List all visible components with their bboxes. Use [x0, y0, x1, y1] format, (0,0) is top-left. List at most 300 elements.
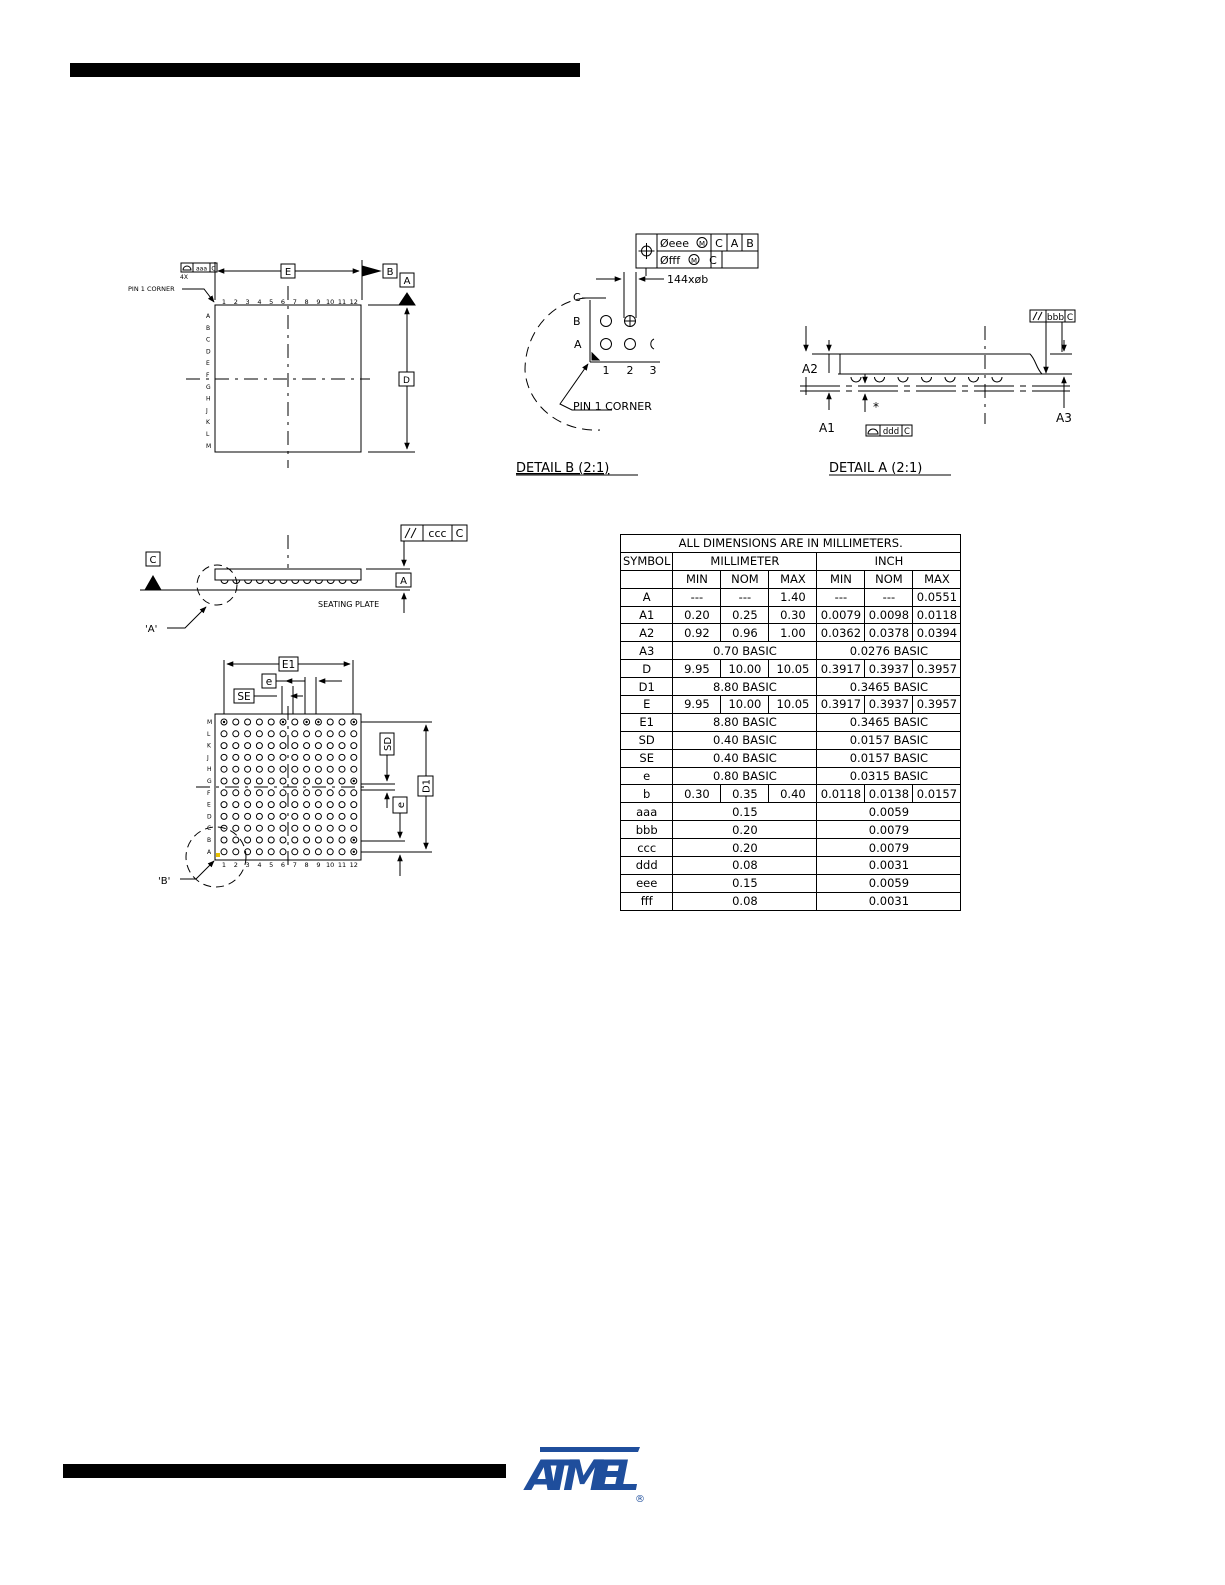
- ball: [256, 778, 262, 784]
- top-col-label: 7: [292, 298, 297, 306]
- ball: [327, 802, 333, 808]
- mm-basic-cell: 0.15: [673, 803, 817, 821]
- ball: [233, 743, 239, 749]
- bottom-row-label: H: [207, 766, 212, 774]
- ball: [245, 719, 251, 725]
- bottom-col-label: 4: [257, 861, 262, 869]
- inch-basic-cell: 0.0157 BASIC: [817, 731, 961, 749]
- ball: [351, 743, 357, 749]
- side-ball: [280, 580, 287, 584]
- inch-value-cell: 0.0378: [865, 624, 913, 642]
- table-row: [621, 624, 961, 642]
- ball: [339, 813, 345, 819]
- detail-A-ref: 'A': [145, 624, 158, 635]
- ball: [245, 790, 251, 796]
- symbol-cell: fff: [621, 892, 673, 910]
- ball: [339, 790, 345, 796]
- dim-E-label: E: [284, 267, 292, 278]
- ball: [292, 849, 298, 855]
- inch-basic-cell: 0.0059: [817, 874, 961, 892]
- detail-b-col-1: 1: [602, 364, 610, 377]
- symbol-cell: E: [621, 696, 673, 714]
- mm-basic-cell: 8.80 BASIC: [673, 713, 817, 731]
- detail-b-row-C: C: [573, 291, 581, 304]
- tol-ccc-datum-C: C: [455, 527, 464, 540]
- ball: [233, 837, 239, 843]
- mm-value-cell: 0.40: [769, 785, 817, 803]
- svg-text:M: M: [690, 257, 698, 265]
- table-row: [621, 857, 961, 875]
- ball: [268, 837, 274, 843]
- ball: [339, 802, 345, 808]
- top-col-label: 8: [304, 298, 309, 306]
- top-row-label: G: [206, 383, 211, 391]
- ball: [315, 813, 321, 819]
- count-4x-label: 4X: [180, 274, 188, 281]
- ball: [304, 743, 310, 749]
- bottom-col-label: 5: [269, 861, 274, 869]
- inch-basic-cell: 0.3465 BASIC: [817, 678, 961, 696]
- side-ball: [256, 580, 263, 584]
- table-row: [621, 785, 961, 803]
- side-ball: [339, 580, 346, 584]
- ball: [280, 778, 286, 784]
- side-ball: [304, 580, 311, 584]
- detail-b-col-3: 3: [649, 364, 657, 377]
- tol-aaa-label: aaa: [195, 265, 208, 273]
- top-view: [128, 260, 415, 468]
- inch-basic-cell: 0.0079: [817, 821, 961, 839]
- top-col-label: 2: [233, 298, 238, 306]
- bottom-row-label: J: [207, 754, 209, 762]
- ball: [315, 731, 321, 737]
- top-row-label: C: [206, 336, 211, 344]
- detail-a-ball: [922, 377, 932, 382]
- top-col-label: 12: [349, 298, 358, 306]
- detail-a-title: DETAIL A (2:1): [829, 461, 923, 476]
- ball: [304, 754, 310, 760]
- fcf-datum-C: C: [715, 237, 723, 250]
- dim-e-label: e: [265, 676, 273, 688]
- dim-D1-label: D1: [421, 778, 433, 794]
- table-row: [621, 588, 961, 606]
- mm-basic-cell: 0.20: [673, 839, 817, 857]
- inch-value-cell: 0.0098: [865, 606, 913, 624]
- detail-b-title: DETAIL B (2:1): [516, 461, 610, 476]
- mm-value-cell: 10.05: [769, 660, 817, 678]
- mm-basic-cell: 0.08: [673, 857, 817, 875]
- ball: [327, 731, 333, 737]
- side-view: [140, 525, 467, 635]
- inch-value-cell: 0.0118: [817, 785, 865, 803]
- ball: [256, 754, 262, 760]
- symbol-cell: A1: [621, 606, 673, 624]
- mm-value-cell: 0.96: [721, 624, 769, 642]
- top-col-label: 4: [257, 298, 262, 306]
- datum-B-label: B: [386, 267, 394, 278]
- dim-SD-label: SD: [383, 736, 394, 752]
- dim-A1-label: A1: [819, 421, 835, 435]
- ball: [304, 825, 310, 831]
- mm-basic-cell: 0.40 BASIC: [673, 749, 817, 767]
- inch-basic-cell: 0.3465 BASIC: [817, 713, 961, 731]
- ball: [221, 778, 227, 784]
- bottom-col-label: 12: [349, 861, 358, 869]
- bottom-row-label: A: [207, 848, 212, 856]
- top-row-label: M: [206, 442, 212, 450]
- bottom-col-label: 9: [316, 861, 321, 869]
- ball: [327, 778, 333, 784]
- ball: [221, 743, 227, 749]
- header-millimeter: MILLIMETER: [673, 552, 817, 570]
- ball: [351, 825, 357, 831]
- symbol-cell: D: [621, 660, 673, 678]
- tol-ccc-label: ccc: [428, 527, 447, 540]
- symbol-cell: e: [621, 767, 673, 785]
- ball: [304, 802, 310, 808]
- bottom-col-label: 11: [337, 861, 347, 869]
- bottom-row-label: L: [207, 730, 211, 738]
- inch-value-cell: 0.3957: [913, 696, 961, 714]
- dim-e-vertical-label: e: [396, 801, 407, 809]
- symbol-cell: bbb: [621, 821, 673, 839]
- ball: [339, 778, 345, 784]
- ball: [339, 825, 345, 831]
- detail-a-balls: [851, 377, 1002, 382]
- bottom-row-label: C: [207, 825, 212, 833]
- ball: [280, 790, 286, 796]
- symbol-cell: ddd: [621, 857, 673, 875]
- mm-value-cell: 10.00: [721, 660, 769, 678]
- bottom-col-label: 6: [280, 861, 286, 869]
- inch-value-cell: 0.0551: [913, 588, 961, 606]
- detail-b-pin1-label: PIN 1 CORNER: [573, 400, 652, 413]
- datum-A-label: A: [403, 276, 411, 287]
- inch-value-cell: 0.3957: [913, 660, 961, 678]
- table-row: [621, 874, 961, 892]
- ball: [327, 813, 333, 819]
- fcf-ddd-datum-C: C: [904, 427, 910, 437]
- detail-b-row-A: A: [574, 338, 582, 351]
- ball: [292, 813, 298, 819]
- ball: [292, 731, 298, 737]
- ball: [256, 849, 262, 855]
- ball: [233, 790, 239, 796]
- ball: [292, 802, 298, 808]
- top-row-label: L: [206, 431, 210, 438]
- ball: [327, 849, 333, 855]
- fcf-bbb-datum-C: C: [1066, 313, 1074, 323]
- ball: [221, 754, 227, 760]
- inch-value-cell: 0.3937: [865, 696, 913, 714]
- bottom-view: [158, 657, 433, 887]
- sub-header: MAX: [913, 570, 961, 588]
- inch-value-cell: ---: [865, 588, 913, 606]
- mm-value-cell: 0.92: [673, 624, 721, 642]
- ball: [315, 790, 321, 796]
- symbol-cell: SE: [621, 749, 673, 767]
- fcf-ddd-label: ddd: [882, 427, 900, 437]
- table-row: [621, 803, 961, 821]
- sub-header: MIN: [673, 570, 721, 588]
- dim-D-label: D: [403, 376, 410, 386]
- ball: [339, 766, 345, 772]
- table-row: [621, 731, 961, 749]
- ball: [304, 766, 310, 772]
- top-col-label: 1: [221, 298, 227, 306]
- table-row: [621, 713, 961, 731]
- table-row: [621, 606, 961, 624]
- inch-basic-cell: 0.0079: [817, 839, 961, 857]
- symbol-cell: aaa: [621, 803, 673, 821]
- ball-marker: [353, 839, 355, 841]
- inch-basic-cell: 0.0276 BASIC: [817, 642, 961, 660]
- ball: [221, 790, 227, 796]
- table-row: [621, 892, 961, 910]
- top-row-label: F: [206, 372, 210, 379]
- side-view-balls: [221, 580, 358, 584]
- ball: [327, 825, 333, 831]
- ball: [268, 790, 274, 796]
- ball: [280, 802, 286, 808]
- ball: [268, 719, 274, 725]
- balls-note: 144xøb: [667, 273, 709, 286]
- fcf-datum-A: A: [730, 237, 739, 250]
- ball-marker: [353, 721, 355, 723]
- bottom-col-label: 3: [245, 861, 250, 869]
- ball: [327, 790, 333, 796]
- ball-marker: [305, 721, 307, 723]
- top-row-label: E: [206, 360, 210, 368]
- ball: [327, 766, 333, 772]
- ball: [256, 731, 262, 737]
- ball: [304, 790, 310, 796]
- symbol-cell: D1: [621, 678, 673, 696]
- ball: [292, 743, 298, 749]
- side-ball: [268, 580, 275, 584]
- ball: [256, 802, 262, 808]
- symbol-cell: SD: [621, 731, 673, 749]
- ball: [233, 778, 239, 784]
- ball: [221, 766, 227, 772]
- side-datum-C-label: C: [149, 555, 157, 566]
- top-col-label: 11: [337, 298, 347, 306]
- ball: [256, 719, 262, 725]
- ball: [327, 837, 333, 843]
- ball: [221, 837, 227, 843]
- ball: [245, 778, 251, 784]
- ball: [351, 790, 357, 796]
- svg-text:M: M: [698, 240, 706, 248]
- ball: [339, 849, 345, 855]
- detail-a-ball: [992, 377, 1002, 382]
- ball: [256, 743, 262, 749]
- mm-basic-cell: 0.70 BASIC: [673, 642, 817, 660]
- ball: [256, 766, 262, 772]
- tol-aaa-datum-C: C: [211, 265, 216, 273]
- ball: [221, 802, 227, 808]
- ball: [233, 754, 239, 760]
- ball: [315, 766, 321, 772]
- top-row-label: J: [206, 407, 208, 415]
- ball: [351, 802, 357, 808]
- header-symbol: SYMBOL: [621, 552, 673, 570]
- ball: [256, 825, 262, 831]
- inch-basic-cell: 0.0157 BASIC: [817, 749, 961, 767]
- fcf-row2-datum-C: C: [709, 254, 717, 267]
- ball: [351, 766, 357, 772]
- ball: [280, 754, 286, 760]
- ball: [280, 837, 286, 843]
- inch-value-cell: 0.0138: [865, 785, 913, 803]
- ball: [268, 813, 274, 819]
- mm-value-cell: 1.00: [769, 624, 817, 642]
- ball: [268, 731, 274, 737]
- ball: [292, 778, 298, 784]
- ball-marker: [353, 780, 355, 782]
- inch-value-cell: 0.0079: [817, 606, 865, 624]
- side-ball: [327, 580, 334, 584]
- top-row-label: A: [206, 313, 211, 320]
- detail-a-ball: [969, 377, 979, 382]
- detail-b-row-B: B: [573, 315, 581, 328]
- ball-marker: [282, 721, 284, 723]
- bottom-row-label: D: [207, 813, 212, 821]
- bottom-col-label: 10: [326, 861, 335, 869]
- table-row: [621, 678, 961, 696]
- sub-header: MIN: [817, 570, 865, 588]
- ball: [268, 766, 274, 772]
- mm-value-cell: 10.00: [721, 696, 769, 714]
- inch-basic-cell: 0.0031: [817, 892, 961, 910]
- sub-header: NOM: [865, 570, 913, 588]
- detail-a-ball: [945, 377, 955, 382]
- seating-plate-label: SEATING PLATE: [318, 600, 380, 609]
- mm-value-cell: 10.05: [769, 696, 817, 714]
- top-col-label: 10: [326, 298, 335, 306]
- ball: [245, 802, 251, 808]
- ball: [221, 731, 227, 737]
- bottom-col-label: 7: [292, 861, 297, 869]
- ball: [268, 849, 274, 855]
- ball: [233, 825, 239, 831]
- bottom-row-label: K: [207, 742, 211, 750]
- ball: [221, 849, 227, 855]
- top-col-label: 5: [269, 298, 274, 306]
- bottom-row-label: G: [207, 778, 212, 785]
- ball: [339, 719, 345, 725]
- mm-value-cell: 0.20: [673, 606, 721, 624]
- ball: [292, 790, 298, 796]
- ball-marker: [317, 721, 319, 723]
- ball: [245, 825, 251, 831]
- ball: [315, 778, 321, 784]
- ball: [292, 837, 298, 843]
- ball: [339, 743, 345, 749]
- ball: [327, 754, 333, 760]
- asterisk-mark: *: [873, 400, 879, 414]
- side-ball: [221, 580, 228, 584]
- ball: [268, 778, 274, 784]
- table-row: [621, 642, 961, 660]
- side-ball: [292, 580, 299, 584]
- ball: [221, 813, 227, 819]
- detail-a-ball: [898, 377, 908, 382]
- fcf-eee-label: Øeee: [660, 237, 689, 250]
- ball: [339, 754, 345, 760]
- symbol-cell: A: [621, 588, 673, 606]
- ball: [245, 743, 251, 749]
- ball: [315, 825, 321, 831]
- table-row: [621, 660, 961, 678]
- header-blank: [621, 570, 673, 588]
- table-row: [621, 696, 961, 714]
- ball: [304, 813, 310, 819]
- ball: [292, 754, 298, 760]
- pin1-corner-label: PIN 1 CORNER: [128, 285, 175, 293]
- dim-A2-label: A2: [802, 362, 818, 376]
- logo-registered: ®: [635, 1494, 645, 1504]
- sub-header: NOM: [721, 570, 769, 588]
- ball: [233, 802, 239, 808]
- top-row-label: B: [206, 324, 211, 332]
- inch-value-cell: 0.0362: [817, 624, 865, 642]
- side-ball: [245, 580, 252, 584]
- inch-basic-cell: 0.0315 BASIC: [817, 767, 961, 785]
- bottom-row-label: E: [207, 801, 211, 809]
- ball: [304, 731, 310, 737]
- side-ball: [315, 580, 322, 584]
- mm-value-cell: ---: [721, 588, 769, 606]
- table-row: [621, 749, 961, 767]
- ball: [351, 754, 357, 760]
- bottom-col-label: 8: [304, 861, 309, 869]
- top-col-label: 3: [245, 298, 250, 306]
- ball: [304, 837, 310, 843]
- mm-basic-cell: 0.40 BASIC: [673, 731, 817, 749]
- symbol-cell: ccc: [621, 839, 673, 857]
- dim-SE-label: SE: [237, 691, 251, 703]
- table-title: ALL DIMENSIONS ARE IN MILLIMETERS.: [621, 535, 961, 553]
- bottom-col-label: 2: [233, 861, 238, 869]
- ball: [280, 766, 286, 772]
- mm-basic-cell: 0.20: [673, 821, 817, 839]
- ball: [315, 743, 321, 749]
- ball: [256, 837, 262, 843]
- ball: [315, 849, 321, 855]
- inch-value-cell: 0.0394: [913, 624, 961, 642]
- ball: [280, 813, 286, 819]
- top-row-label: D: [206, 348, 211, 356]
- ball: [327, 743, 333, 749]
- ball: [245, 731, 251, 737]
- ball: [327, 719, 333, 725]
- mm-value-cell: ---: [673, 588, 721, 606]
- top-row-label: K: [206, 419, 210, 427]
- ball: [280, 825, 286, 831]
- fcf-fff-label: Øfff: [660, 254, 681, 267]
- symbol-cell: eee: [621, 874, 673, 892]
- table-row: [621, 821, 961, 839]
- ball: [292, 719, 298, 725]
- fcf-bbb-label: bbb: [1046, 313, 1065, 323]
- inch-value-cell: 0.3917: [817, 696, 865, 714]
- inch-value-cell: 0.0118: [913, 606, 961, 624]
- inch-value-cell: ---: [817, 588, 865, 606]
- bottom-col-label: 1: [221, 861, 227, 869]
- mm-basic-cell: 0.08: [673, 892, 817, 910]
- mm-value-cell: 9.95: [673, 696, 721, 714]
